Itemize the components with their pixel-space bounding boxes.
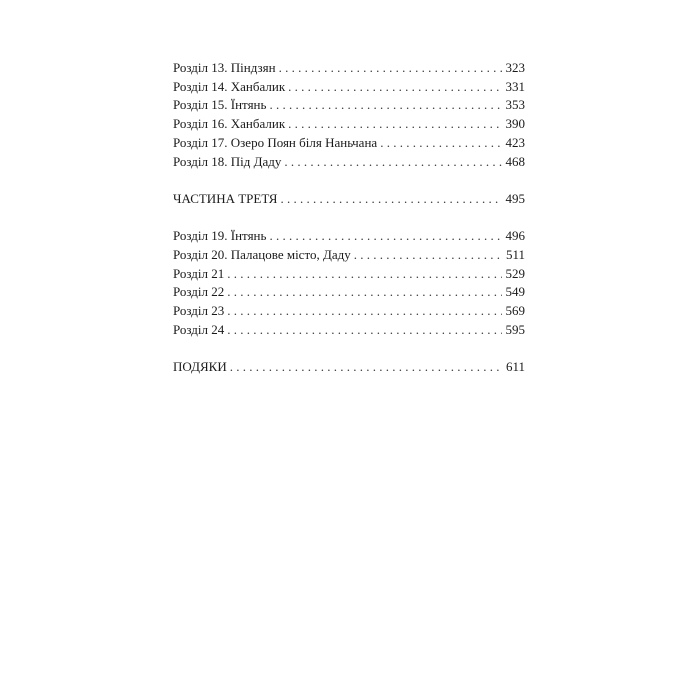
toc-entry-page: 495 xyxy=(505,190,525,206)
dot-leader xyxy=(280,190,501,209)
toc-entry-title: Розділ 24 xyxy=(173,321,225,337)
toc-entry-page: 323 xyxy=(505,60,525,75)
toc-entry[interactable] xyxy=(173,96,525,115)
toc-group-part-three-chapters xyxy=(173,227,525,339)
toc-entry-title: Розділ 20. Палацове місто, Даду xyxy=(173,247,351,262)
dot-leader xyxy=(227,302,501,321)
toc-group-acknowledgements xyxy=(173,358,525,377)
toc-entry-title: Розділ 19. Їнтянь xyxy=(173,228,267,244)
toc-entry-page: 529 xyxy=(505,265,525,281)
toc-entry[interactable] xyxy=(173,321,525,340)
dot-leader xyxy=(227,321,501,340)
toc-entry[interactable] xyxy=(173,265,525,284)
toc-entry-page: 569 xyxy=(505,303,525,319)
toc-entry-title: Розділ 16. Ханбалик xyxy=(173,116,286,132)
toc-part-heading[interactable] xyxy=(173,190,525,209)
toc-acknowledgements-entry[interactable] xyxy=(173,358,525,377)
toc-entry-title: Розділ 21 xyxy=(173,265,225,281)
toc-entry-title: ЧАСТИНА ТРЕТЯ xyxy=(173,190,278,206)
dot-leader xyxy=(269,227,501,246)
toc-entry-title: Розділ 13. Піндзян xyxy=(173,60,276,75)
dot-leader xyxy=(288,115,501,134)
toc-entry-page: 611 xyxy=(505,359,525,375)
dot-leader xyxy=(288,78,501,97)
toc-entry[interactable] xyxy=(173,246,525,265)
dot-leader xyxy=(354,246,502,265)
toc-entry[interactable] xyxy=(173,227,525,246)
toc-group-part-two-chapters xyxy=(173,59,525,171)
dot-leader xyxy=(279,59,502,78)
dot-leader xyxy=(269,96,501,115)
toc-entry-title: ПОДЯКИ xyxy=(173,359,227,375)
toc-entry[interactable] xyxy=(173,134,525,153)
toc-entry[interactable] xyxy=(173,78,525,97)
toc-entry-title: Розділ 22 xyxy=(173,284,225,300)
toc-entry[interactable] xyxy=(173,153,525,172)
dot-leader xyxy=(380,134,501,153)
toc-entry-page: 549 xyxy=(505,284,525,300)
toc-entry[interactable] xyxy=(173,115,525,134)
toc-entry-page: 496 xyxy=(505,228,525,244)
toc-entry-page: 353 xyxy=(505,97,525,113)
toc-entry-title: Розділ 17. Озеро Поян біля Наньчана xyxy=(173,134,378,150)
toc-entry-title: Розділ 18. Під Даду xyxy=(173,153,282,169)
dot-leader xyxy=(227,283,501,302)
toc-entry-page: 390 xyxy=(505,116,525,132)
table-of-contents xyxy=(173,59,525,377)
toc-entry[interactable] xyxy=(173,59,525,78)
toc-entry-title: Розділ 14. Ханбалик xyxy=(173,78,286,94)
toc-entry-page: 595 xyxy=(505,321,525,337)
toc-entry-page: 468 xyxy=(505,153,525,169)
toc-entry[interactable] xyxy=(173,283,525,302)
toc-group-part-three-heading xyxy=(173,190,525,209)
toc-entry-page: 423 xyxy=(505,134,525,150)
dot-leader xyxy=(227,265,501,284)
dot-leader xyxy=(284,153,501,172)
dot-leader xyxy=(230,358,502,377)
toc-entry[interactable] xyxy=(173,302,525,321)
toc-entry-title: Розділ 15. Їнтянь xyxy=(173,97,267,113)
toc-entry-title: Розділ 23 xyxy=(173,303,225,319)
toc-entry-page: 511 xyxy=(505,247,525,262)
toc-entry-page: 331 xyxy=(505,78,525,94)
